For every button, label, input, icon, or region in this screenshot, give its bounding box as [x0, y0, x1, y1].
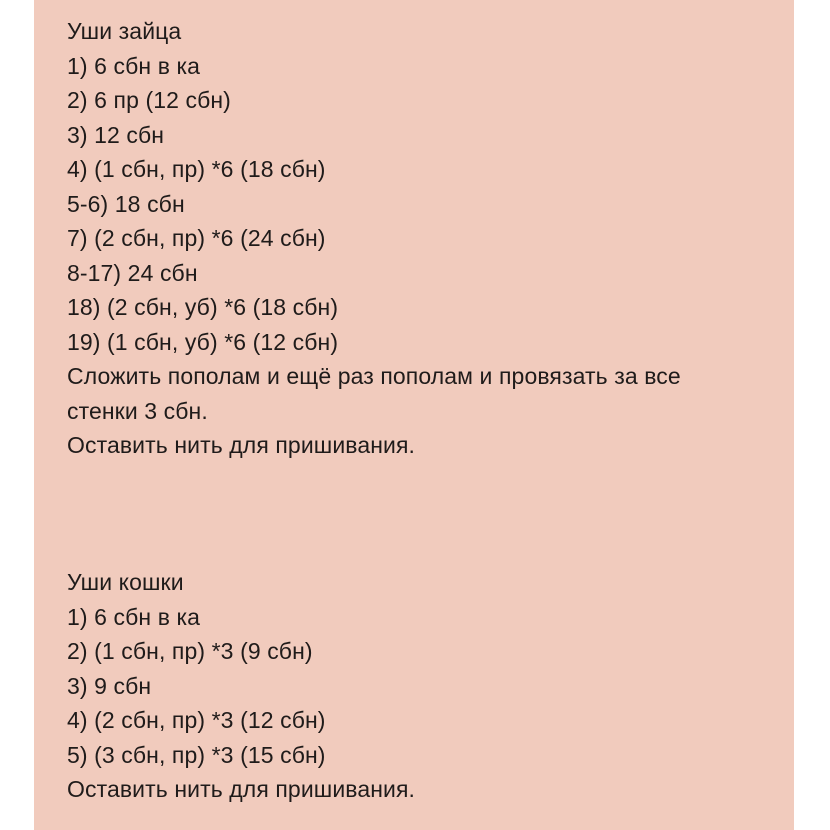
- bunny-note-line-2: стенки 3 сбн.: [67, 397, 208, 424]
- bunny-ears-section: [67, 14, 774, 463]
- cat-step-2: 2) (1 сбн, пр) *3 (9 сбн): [67, 638, 313, 664]
- bunny-ears-title: Уши зайца: [67, 18, 182, 44]
- bunny-step-8: 18) (2 сбн, уб) *6 (18 сбн): [67, 294, 339, 320]
- cat-step-3: 3) 9 сбн: [67, 672, 152, 699]
- bunny-finish-note: Оставить нить для пришивания.: [67, 432, 416, 458]
- bunny-step-5: 5-6) 18 сбн: [67, 190, 185, 217]
- cat-ears-section: [67, 565, 774, 807]
- bunny-step-7: 8-17) 24 сбн: [67, 259, 198, 286]
- cat-ears-title: Уши кошки: [67, 569, 184, 595]
- bunny-step-1: 1) 6 сбн в ка: [67, 52, 201, 79]
- bunny-step-6: 7) (2 сбн, пр) *6 (24 сбн): [67, 225, 326, 251]
- pattern-card: [34, 0, 794, 830]
- bunny-step-4: 4) (1 сбн, пр) *6 (18 сбн): [67, 156, 326, 182]
- cat-finish-note: Оставить нить для пришивания.: [67, 776, 416, 802]
- bunny-step-2: 2) 6 пр (12 сбн): [67, 87, 231, 113]
- cat-step-4: 4) (2 сбн, пр) *3 (12 сбн): [67, 707, 326, 733]
- bunny-step-3: 3) 12 сбн: [67, 121, 165, 148]
- bunny-note-line-1: Сложить пополам и ещё раз пополам и провязать за все: [67, 363, 681, 389]
- bunny-step-9: 19) (1 сбн, уб) *6 (12 сбн): [67, 328, 339, 355]
- cat-step-5: 5) (3 сбн, пр) *3 (15 сбн): [67, 741, 326, 768]
- cat-step-1: 1) 6 сбн в ка: [67, 603, 201, 630]
